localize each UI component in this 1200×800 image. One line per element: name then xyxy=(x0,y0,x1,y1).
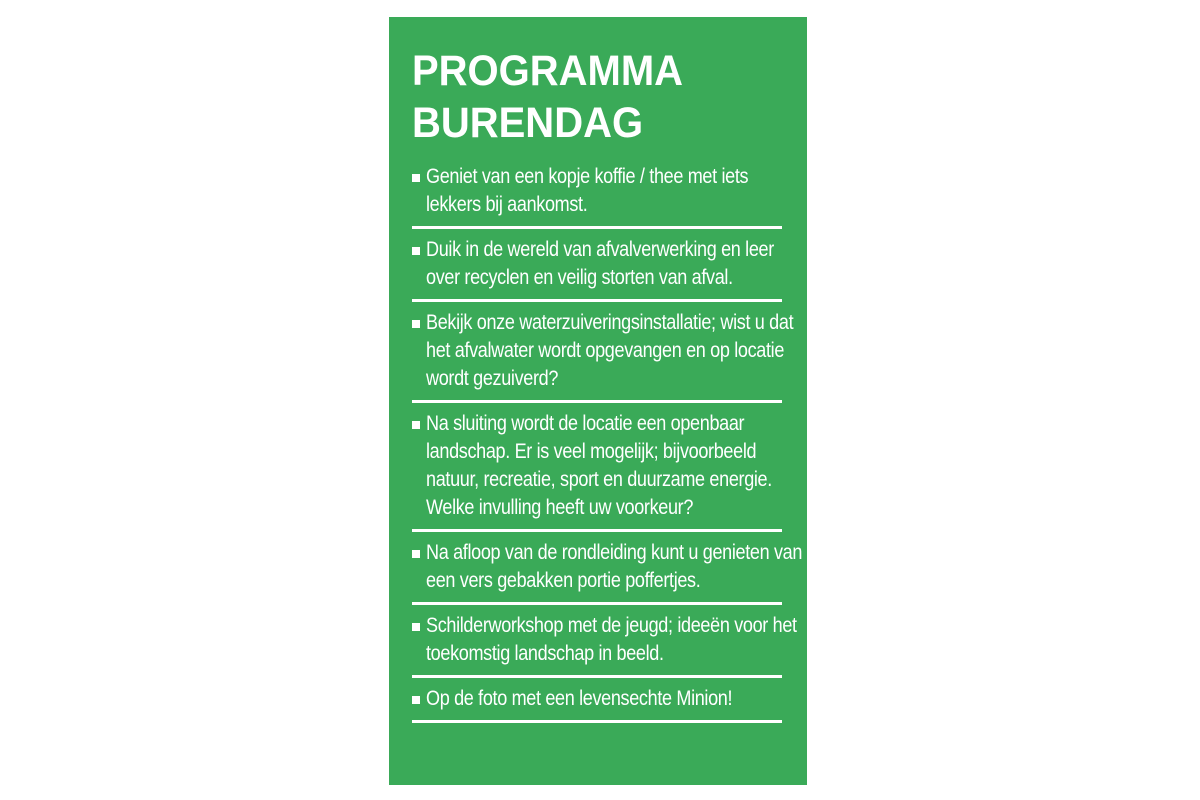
square-bullet-icon xyxy=(412,421,420,429)
square-bullet-icon xyxy=(412,696,420,704)
square-bullet-icon xyxy=(412,320,420,328)
list-item xyxy=(412,163,782,229)
list-item xyxy=(412,236,782,302)
program-card xyxy=(389,17,807,785)
list-item xyxy=(412,612,797,678)
square-bullet-icon xyxy=(412,623,420,631)
square-bullet-icon xyxy=(412,174,420,182)
card-title: PROGRAMMA BURENDAG xyxy=(412,47,684,147)
list-item xyxy=(412,309,794,403)
list-item-text: Duik in de wereld van afvalverwerking en leer over recyclen en veilig storten van afval. xyxy=(426,238,774,289)
list-item xyxy=(412,539,803,605)
list-item-text: Na sluiting wordt de locatie een openbaar landschap. Er is veel mogelijk; bijvoorbeeld natuur, recreatie, sport en duurzame energie. Welke invulling heeft uw voorkeur? xyxy=(426,412,772,519)
list-item-text: Bekijk onze waterzuiveringsinstallatie; wist u dat het afvalwater wordt opgevangen en op locatie wordt gezuiverd? xyxy=(426,311,794,390)
square-bullet-icon xyxy=(412,550,420,558)
list-item xyxy=(412,685,782,723)
list-item-text: Schilderworkshop met de jeugd; ideeën voor het toekomstig landschap in beeld. xyxy=(426,614,797,665)
list-item-text: Op de foto met een levensechte Minion! xyxy=(426,687,733,710)
list-item xyxy=(412,410,782,532)
list-item-text: Geniet van een kopje koffie / thee met iets lekkers bij aankomst. xyxy=(426,165,749,216)
program-list xyxy=(412,163,803,723)
list-item-text: Na afloop van de rondleiding kunt u genieten van een vers gebakken portie poffertjes. xyxy=(426,541,803,592)
square-bullet-icon xyxy=(412,247,420,255)
